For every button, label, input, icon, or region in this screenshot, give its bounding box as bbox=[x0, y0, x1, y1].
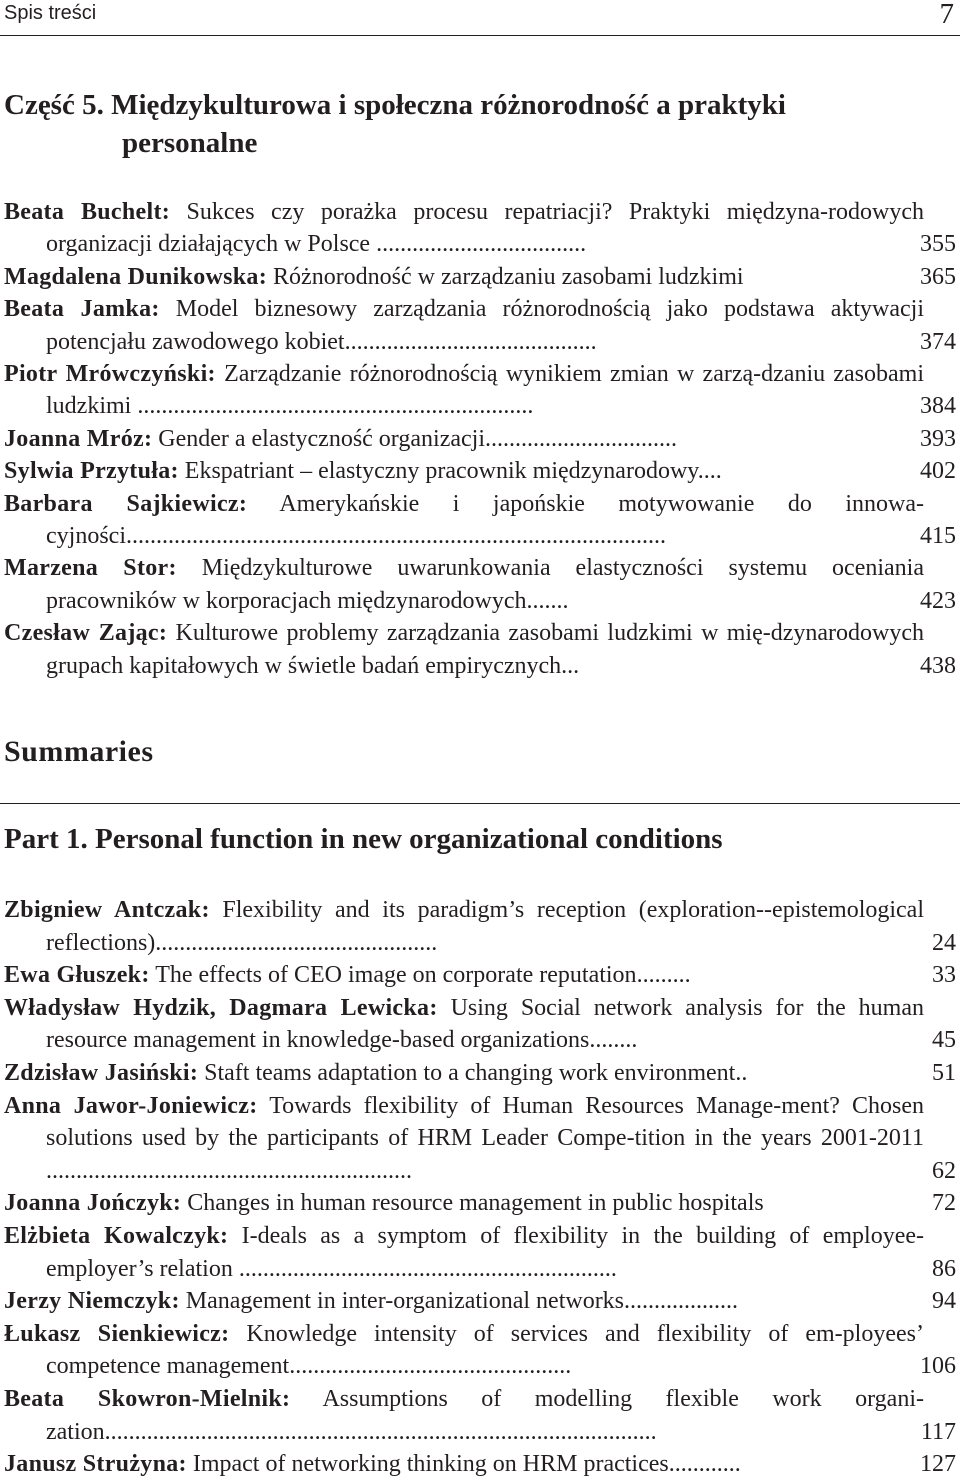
toc-entry-title: Assumptions of modelling flexible work organi-zation bbox=[46, 1385, 924, 1445]
toc-entry-leader: ........ bbox=[589, 1027, 638, 1054]
toc-entry-text bbox=[4, 1090, 924, 1188]
toc-entry-text bbox=[4, 196, 924, 261]
toc-entry[interactable] bbox=[4, 1090, 956, 1188]
toc-entry-text bbox=[4, 992, 924, 1057]
toc-entry-text bbox=[4, 261, 924, 293]
toc-entry-text bbox=[4, 1057, 924, 1090]
toc-entry-title: Model biznesowy zarządzania różnorodnością jako podstawa aktywacji potencjału zawodowego kobiet bbox=[46, 296, 924, 355]
toc-entry-author: Joanna Mróz: bbox=[4, 425, 153, 452]
toc-entry[interactable] bbox=[4, 894, 956, 959]
toc-entry-author: Zbigniew Antczak: bbox=[4, 897, 210, 923]
toc-entry-leader: ................................... bbox=[370, 231, 587, 258]
toc-entry-leader: ............................................................... bbox=[232, 1255, 617, 1282]
toc-entry-page: 423 bbox=[920, 587, 956, 614]
toc-entry-author: Barbara Sajkiewicz: bbox=[4, 490, 248, 517]
toc-entry[interactable] bbox=[4, 1318, 956, 1383]
toc-entry-leader: .......................................... bbox=[344, 328, 597, 355]
toc-entry-author: Jerzy Niemczyk: bbox=[4, 1288, 180, 1315]
toc-entry-leader: ... bbox=[561, 652, 580, 679]
toc-entry-text bbox=[4, 552, 924, 617]
toc-entry-text bbox=[4, 1220, 924, 1285]
toc-entry[interactable] bbox=[4, 488, 956, 553]
toc-entry-page: 374 bbox=[920, 328, 956, 355]
header-rule bbox=[0, 35, 960, 36]
toc-entry-leader: ............................................................. bbox=[46, 1157, 412, 1184]
toc-entry-title: Flexibility and its paradigm’s reception (exploration--epistemological reflections) bbox=[46, 897, 924, 956]
part5-heading-line1: Część 5. Międzykulturowa i społeczna różnorodność a praktyki bbox=[4, 89, 786, 121]
toc-entry[interactable] bbox=[4, 423, 956, 455]
toc-entry-leader: ............ bbox=[668, 1451, 741, 1478]
toc-entry-author: Marzena Stor: bbox=[4, 555, 177, 582]
toc-entry-page: 355 bbox=[920, 231, 956, 258]
part5-heading-line2: personalne bbox=[122, 127, 258, 159]
toc-entry-author: Beata Jamka: bbox=[4, 296, 160, 323]
toc-entry[interactable] bbox=[4, 261, 956, 293]
toc-entry-page: 106 bbox=[920, 1353, 956, 1380]
toc-entry-text bbox=[4, 455, 924, 487]
toc-entry-leader: ......... bbox=[636, 962, 691, 989]
toc-entry[interactable] bbox=[4, 196, 956, 261]
toc-entry-author: Ewa Głuszek: bbox=[4, 962, 150, 989]
toc-entry-page: 402 bbox=[920, 458, 956, 485]
toc-entry-author: Anna Jawor-Joniewicz: bbox=[4, 1092, 258, 1119]
toc-entry-page: 117 bbox=[920, 1418, 956, 1445]
toc-entry-title: Management in inter-organizational networks bbox=[185, 1288, 625, 1315]
summaries-rule bbox=[0, 803, 960, 804]
toc-entry-page: 86 bbox=[932, 1255, 956, 1282]
toc-entry-page: 365 bbox=[920, 263, 956, 290]
toc-entry-text bbox=[4, 959, 924, 992]
toc-entry-text bbox=[4, 617, 924, 682]
toc-entry-author: Sylwia Przytuła: bbox=[4, 458, 179, 485]
toc-entry-title: Gender a elastyczność organizacji bbox=[158, 425, 485, 452]
toc-entry-page: 127 bbox=[920, 1451, 956, 1478]
toc-entry[interactable] bbox=[4, 617, 956, 682]
toc-entry[interactable] bbox=[4, 1187, 956, 1220]
toc-entry-author: Zdzisław Jasiński: bbox=[4, 1059, 199, 1086]
toc-entry[interactable] bbox=[4, 552, 956, 617]
toc-entry-text bbox=[4, 293, 924, 358]
toc-entry-text bbox=[4, 358, 924, 423]
toc-entry[interactable] bbox=[4, 1220, 956, 1285]
toc-entry-page: 94 bbox=[932, 1288, 956, 1315]
toc-entry-text bbox=[4, 894, 924, 959]
toc-entry-leader: .......................................................................................... bbox=[125, 523, 666, 550]
toc-entry-page: 384 bbox=[920, 393, 956, 420]
part5-heading bbox=[4, 86, 904, 162]
part1-heading: Part 1. Personal function in new organizational conditions bbox=[4, 823, 723, 855]
toc-entry-page: 72 bbox=[932, 1190, 956, 1217]
toc-entry-author: Joanna Jończyk: bbox=[4, 1190, 182, 1217]
toc-entry-page: 33 bbox=[932, 962, 956, 989]
toc-entry-text bbox=[4, 488, 924, 553]
toc-entry-title: Staft teams adaptation to a changing work environment.. bbox=[204, 1059, 748, 1086]
toc-entry-leader: ............................................................................................ bbox=[104, 1418, 657, 1445]
toc-entry-author: Beata Skowron-Mielnik: bbox=[4, 1385, 291, 1412]
toc-entry-page: 24 bbox=[932, 929, 956, 956]
toc-entry-author: Janusz Strużyna: bbox=[4, 1451, 187, 1478]
toc-entry-title: Amerykańskie i japońskie motywowanie do innowa-cyjności bbox=[46, 490, 924, 550]
toc-entry-author: Elżbieta Kowalczyk: bbox=[4, 1222, 229, 1249]
toc-entry-author: Władysław Hydzik, Dagmara Lewicka: bbox=[4, 994, 438, 1021]
toc-entry-author: Piotr Mrówczyński: bbox=[4, 361, 216, 388]
toc-entry[interactable] bbox=[4, 293, 956, 358]
summaries-heading: Summaries bbox=[4, 735, 154, 768]
toc-entry-author: Magdalena Dunikowska: bbox=[4, 263, 268, 290]
toc-entry-text bbox=[4, 1383, 924, 1448]
toc-entry-page: 62 bbox=[932, 1157, 956, 1184]
toc-entry-author: Beata Buchelt: bbox=[4, 199, 171, 225]
toc-entry[interactable] bbox=[4, 959, 956, 992]
toc-entry-author: Czesław Zając: bbox=[4, 620, 168, 647]
toc-entry-page: 438 bbox=[920, 652, 956, 679]
toc-entry-title: The effects of CEO image on corporate reputation bbox=[155, 962, 637, 989]
toc-entry-title: Knowledge intensity of services and flexibility of em-ployees’ competence management bbox=[46, 1320, 924, 1380]
toc-entry-text bbox=[4, 1187, 924, 1220]
toc-entry[interactable] bbox=[4, 1057, 956, 1090]
toc-entry[interactable] bbox=[4, 455, 956, 487]
toc-entry-text bbox=[4, 1318, 924, 1383]
toc-entry-title: I-deals as a symptom of flexibility in the building of employee-employer’s relation bbox=[46, 1222, 925, 1282]
toc-entry-title: Kulturowe problemy zarządzania zasobami ludzkimi w mię-dzynarodowych grupach kapitałowych w świetle badań empirycznych bbox=[46, 620, 925, 679]
toc-entry-page: 51 bbox=[932, 1059, 956, 1086]
toc-entry-leader: ............................................... bbox=[155, 929, 438, 956]
toc-polish bbox=[4, 196, 956, 682]
running-head-title: Spis treści bbox=[4, 2, 97, 24]
toc-entry[interactable] bbox=[4, 1448, 956, 1481]
toc-entry-title: Impact of networking thinking on HRM practices bbox=[192, 1451, 669, 1478]
toc-entry-leader: ................................ bbox=[484, 425, 677, 452]
toc-entry-page: 393 bbox=[920, 425, 956, 452]
toc-entry-leader: ................... bbox=[624, 1288, 739, 1315]
toc-entry-title: Changes in human resource management in public hospitals bbox=[187, 1190, 764, 1217]
toc-entry-leader: .... bbox=[697, 458, 722, 485]
toc-entry-leader: .................................................................. bbox=[131, 393, 534, 420]
toc-entry-title: Sukces czy porażka procesu repatriacji? Praktyki międzyna-rodowych organizacji działających w Polsce bbox=[46, 199, 925, 258]
toc-entry-leader: ....... bbox=[526, 587, 569, 614]
page-number: 7 bbox=[939, 0, 954, 30]
toc-entry-title: Międzykulturowe uwarunkowania elastyczności systemu oceniania pracowników w korporacjach międzynarodowych bbox=[46, 555, 925, 614]
toc-entry-page: 415 bbox=[920, 523, 956, 550]
toc-entry-page: 45 bbox=[932, 1027, 956, 1054]
toc-entry-title: Ekspatriant – elastyczny pracownik międzynarodowy bbox=[184, 458, 698, 485]
toc-entry-text bbox=[4, 1285, 924, 1318]
toc-entry[interactable] bbox=[4, 1383, 956, 1448]
toc-entry-title: Using Social network analysis for the human resource management in knowledge-based organizations bbox=[46, 994, 925, 1054]
toc-entry-leader: ............................................... bbox=[289, 1353, 572, 1380]
toc-entry-title: Zarządzanie różnorodnością wynikiem zmian w zarzą-dzaniu zasobami ludzkimi bbox=[46, 361, 925, 420]
toc-entry-text bbox=[4, 1448, 924, 1481]
toc-entry[interactable] bbox=[4, 1285, 956, 1318]
toc-english bbox=[4, 894, 956, 1481]
toc-entry-title: Różnorodność w zarządzaniu zasobami ludzkimi bbox=[273, 263, 744, 290]
running-head bbox=[4, 0, 954, 32]
toc-entry-text bbox=[4, 423, 924, 455]
toc-entry-title: Towards flexibility of Human Resources Manage-ment? Chosen solutions used by the participants of HRM Leader Compe-tition in the years 2001-2011 bbox=[46, 1092, 924, 1152]
toc-entry[interactable] bbox=[4, 992, 956, 1057]
toc-entry[interactable] bbox=[4, 358, 956, 423]
toc-entry-author: Łukasz Sienkiewicz: bbox=[4, 1320, 230, 1347]
